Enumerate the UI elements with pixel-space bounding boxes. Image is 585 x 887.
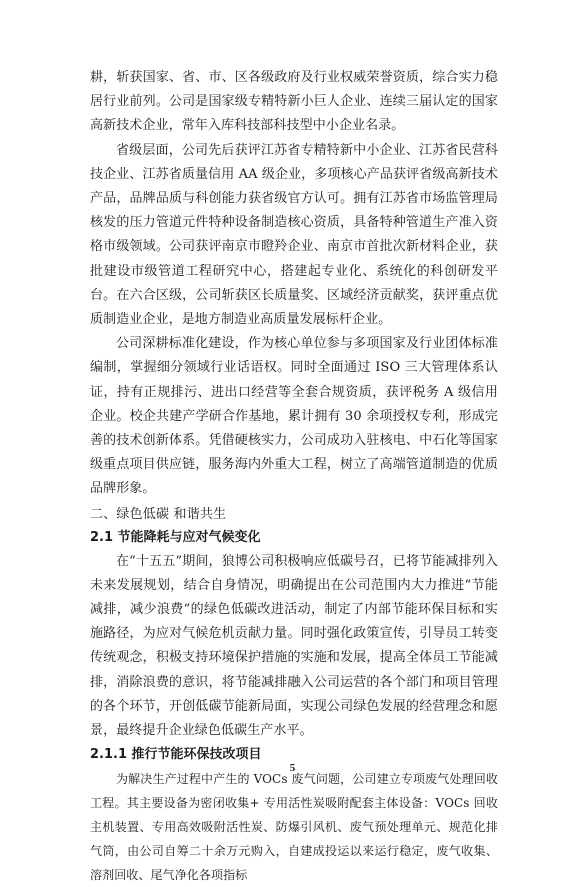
paragraph-vocs-treatment: 为解决生产过程中产生的 VOCs 废气问题，公司建立专项废气处理回收工程。其主要设备为密闭收集+ 专用活性炭吸附配套主体设备：VOCs 回收主机装置、专用高效吸附活性炭、防爆引风机、废气预处理单元、规范化排气筒，由公司自筹二十余万元购入，自建成投运以来运行稳定，废气收集、溶剂回收、尾气净化各项指标 bbox=[90, 772, 498, 883]
page-number: 5 bbox=[289, 762, 296, 774]
subsection-heading-tech-upgrade: 2.1.1 推行节能环保技改项目 bbox=[90, 747, 262, 763]
subsection-heading-energy-saving: 2.1 节能降耗与应对气候变化 bbox=[90, 529, 261, 545]
paragraph-standardization: 公司深耕标准化建设，作为核心单位参与多项国家及行业团体标准编制，掌握细分领域行业话语权。同时全面通过 ISO 三大管理体系认证，持有正规排污、进出口经营等全套合规资质，获评税务 A 级信用企业。校企共建产学研合作基地，累计拥有 30 余项授权专利，形成完善的技术创新体系。凭借硬核实力，公司成功入驻核电、中石化等国家级重点项目供应链，服务海内外重大工程，树立了高端管道制造的优质品牌形象。 bbox=[90, 336, 498, 497]
paragraph-low-carbon-plan: 在“十五五”期间，狼博公司积极响应低碳号召，已将节能减排列入未来发展规划，结合自身情况，明确提出在公司范围内大力推进“节能减排，减少浪费”的绿色低碳改进活动，制定了内部节能环保目标和实施路径，为应对气候危机贡献力量。同时强化政策宣传，引导员工转变传统观念，积极支持环境保护措施的实施和发展，提高全体员工节能减排，消除浪费的意识，将节能减排融入公司运营的各个部门和项目管理的各个环节，开创低碳节能新局面，实现公司绿色发展的经营理念和愿景，最终提升企业绿色低碳生产水平。 bbox=[90, 553, 498, 739]
paragraph-provincial-honors: 省级层面，公司先后获评江苏省专精特新中小企业、江苏省民营科技企业、江苏省质量信用 AA 级企业，多项核心产品获评省级高新技术产品，品牌品质与科创能力获省级官方认可。拥有江苏省市场监管理局核发的压力管道元件特种设备制造核心资质，具备特种管道生产准入资格市级领域。公司获评南京市瞪羚企业、南京市首批次新材料企业，获批建设市级管道工程研究中心，搭建起专业化、系统化的科创研发平台。在六合区级，公司斩获区长质量奖、区域经济贡献奖，获评重点优质制造业企业，是地方制造业高质量发展标杆企业。 bbox=[90, 142, 498, 328]
paragraph-honors-intro: 耕，斩获国家、省、市、区各级政府及行业权威荣誉资质，综合实力稳居行业前列。公司是国家级专精特新小巨人企业、连续三届认定的国家高新技术企业，常年入库科技部科技型中小企业名录。 bbox=[90, 70, 498, 134]
section-heading-green-low-carbon: 二、绿色低碳 和谐共生 bbox=[90, 506, 227, 522]
